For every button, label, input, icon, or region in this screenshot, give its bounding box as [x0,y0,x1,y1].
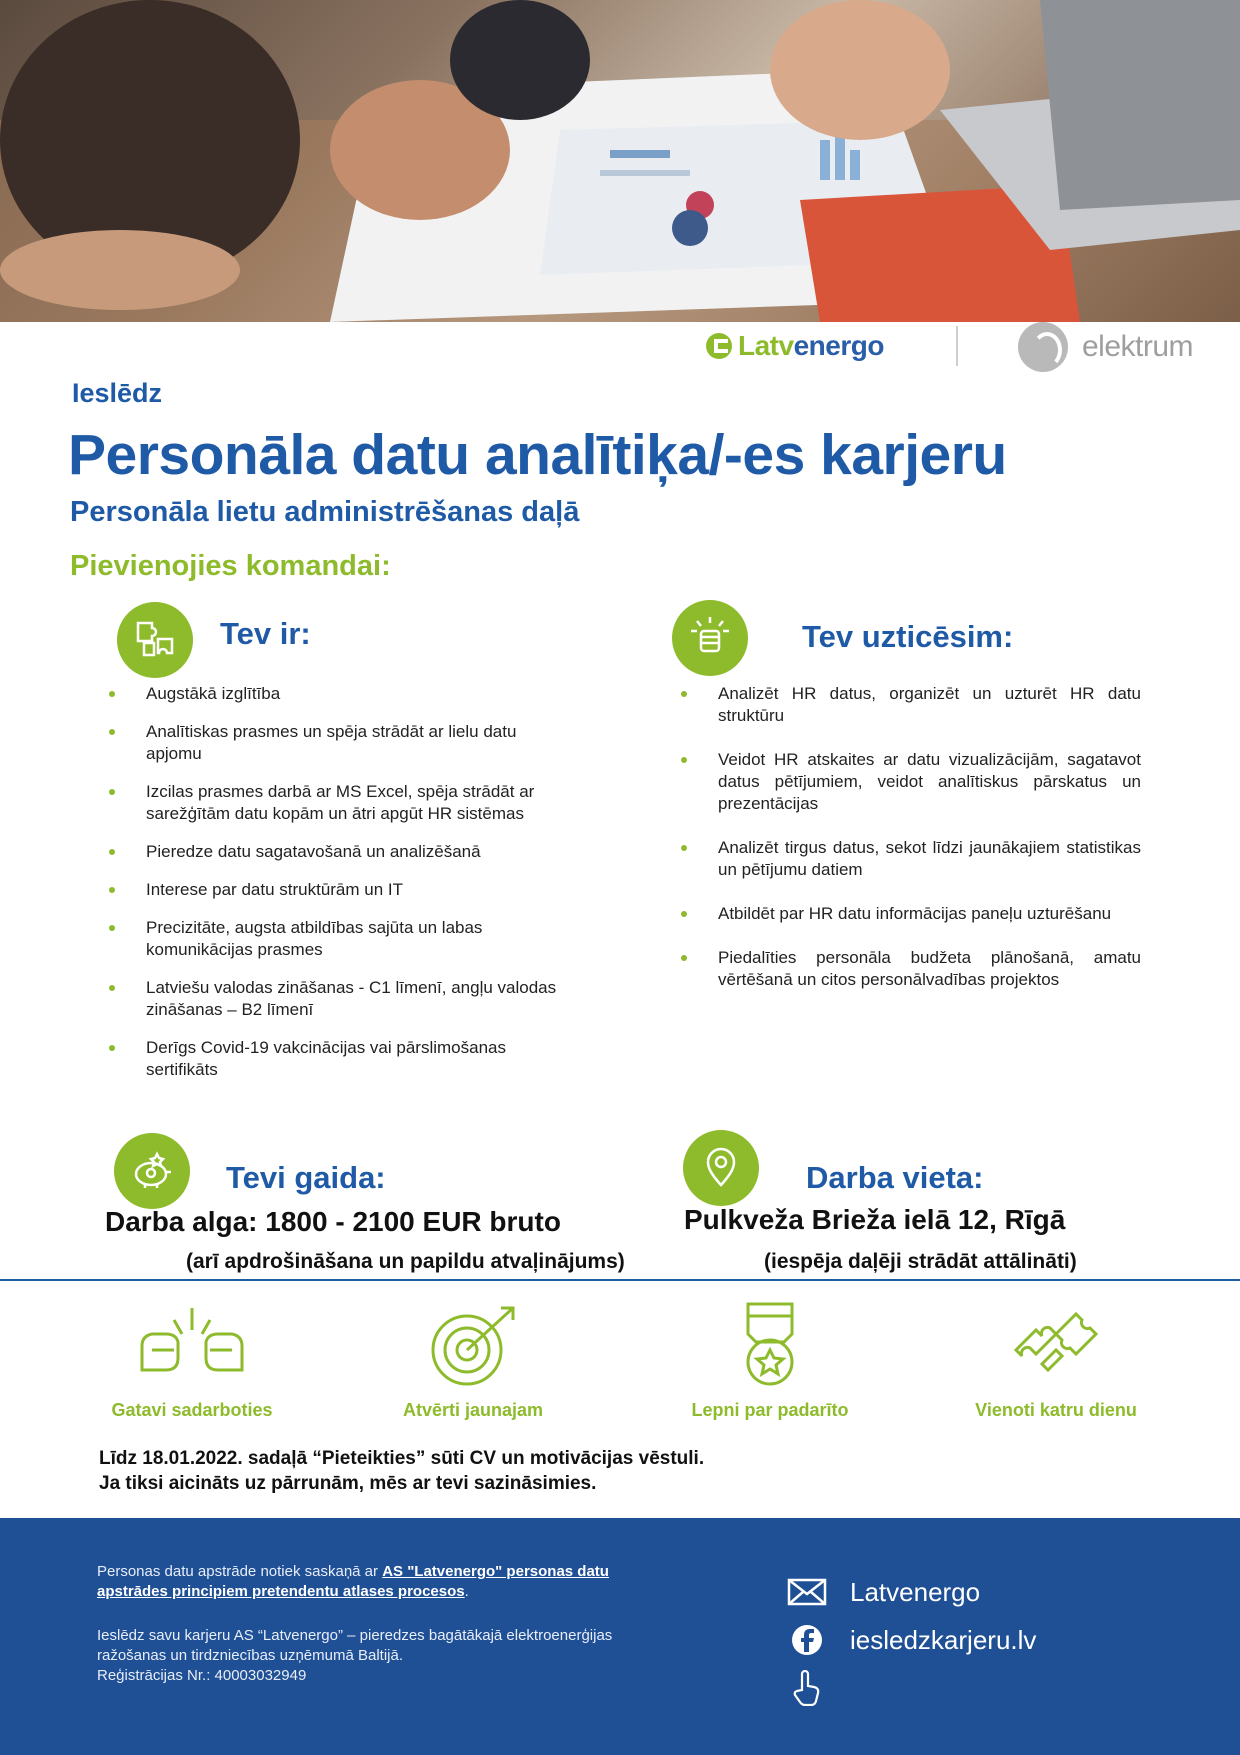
tev-ir-title: Tev ir: [220,616,311,651]
list-item: Piedalīties personāla budžeta plānošanā, amatu vērtēšanā un citos personālvadības projektos [678,947,1141,991]
latvenergo-logo-text-b: energo [793,330,884,361]
list-item: Interese par datu struktūrām un IT [106,879,576,901]
darba-vieta-title: Darba vieta: [806,1160,984,1195]
list-item: Pieredze datu sagatavošanā un analizēšanā [106,841,576,863]
list-item: Analizēt HR datus, organizēt un uzturēt HR datu struktūru [678,683,1141,727]
company-about: Ieslēdz savu karjeru AS “Latvenergo” – pieredzes bagātākajā elektroenerģijas ražošanas un tirdzniecības uzņēmumā Baltijā. [97,1627,613,1664]
privacy-notice [97,1562,657,1602]
elektrum-logo [1018,322,1193,372]
target-icon [413,1300,533,1390]
value-label: Gatavi sadarboties [111,1400,273,1420]
value-label: Vienoti katru dienu [975,1400,1137,1420]
value-lepni-par-padarito [640,1300,900,1421]
header-photo-illustration [0,0,1240,322]
list-item: Analizēt tirgus datus, sekot līdzi jaunākajiem statistikas un pētījumu datiem [678,837,1141,881]
puzzle-icon [996,1300,1116,1390]
privacy-prefix: Personas datu apstrāde notiek saskaņā ar [97,1563,383,1580]
latvenergo-logo-text-a: Latv [738,330,794,361]
email-contact-label: Latvenergo [850,1576,981,1607]
brand-logos [0,322,1240,382]
pointing-hand-icon [786,1670,828,1706]
value-gatavi-sadarboties [62,1300,322,1421]
apply-instructions [99,1446,704,1496]
footer-text [97,1562,657,1686]
elektrum-logo-mark [1018,322,1068,372]
value-label: Atvērti jaunajam [402,1400,544,1420]
click-row [786,1664,1036,1712]
join-team-heading: Pievienojies komandai: [70,550,391,582]
responsibilities-list [678,683,1141,1013]
location-pin-icon [683,1130,759,1206]
facebook-contact[interactable] [786,1616,1036,1664]
list-item: Atbildēt par HR datu informācijas paneļu uzturēšanu [678,903,1141,925]
raised-fist-icon [672,600,748,676]
registration-number: Reģistrācijas Nr.: 40003032949 [97,1667,307,1684]
envelope-icon [786,1578,828,1606]
requirements-list [106,683,576,1097]
work-address: Pulkveža Brieža ielā 12, Rīgā [684,1204,1066,1235]
list-item: Latviešu valodas zināšanas - C1 līmenī, angļu valodas zināšanas – B2 līmenī [106,977,576,1021]
latvenergo-logo [706,330,884,362]
list-item: Izcilas prasmes darbā ar MS Excel, spēja strādāt ar sarežģītām datu kopām un ātri apgūt HR sistēmas [106,781,576,825]
job-title: Personāla datu analītiķa/-es karjeru [68,423,1007,487]
value-atverti-jaunajam [343,1300,603,1421]
list-item: Precizitāte, augsta atbildības sajūta un labas komunikācijas prasmes [106,917,576,961]
value-label: Lepni par padarīto [691,1400,849,1420]
email-contact[interactable] [786,1568,1036,1616]
privacy-policy-link[interactable]: AS "Latvenergo" personas datu apstrādes principiem pretendentu atlases procesos [97,1563,609,1600]
medal-icon [710,1300,830,1390]
list-item: Augstākā izglītība [106,683,576,705]
apply-line-1: Līdz 18.01.2022. sadaļā “Pieteikties” sūti CV un motivācijas vēstuli. [99,1448,705,1469]
value-vienoti-katru-dienu [926,1300,1186,1421]
header-small: Ieslēdz [72,378,163,408]
tevi-gaida-title: Tevi gaida: [226,1160,386,1195]
salary: Darba alga: 1800 - 2100 EUR bruto [105,1206,561,1237]
privacy-suffix: . [464,1583,469,1600]
job-department: Personāla lietu administrēšanas daļā [70,496,580,528]
salary-note: (arī apdrošināšana un papildu atvaļinājums) [186,1250,625,1273]
piggy-bank-icon [114,1133,190,1209]
apply-line-2: Ja tiksi aicināts uz pārrunām, mēs ar tevi sazināsimies. [99,1473,597,1494]
tev-uzticesim-title: Tev uzticēsim: [802,619,1014,654]
elektrum-logo-text: elektrum [1082,330,1194,363]
website-link[interactable]: iesledzkarjeru.lv [850,1624,1037,1655]
header-photo [0,0,1240,322]
work-address-note: (iespēja daļēji strādāt attālināti) [764,1250,1077,1273]
facebook-icon [786,1624,828,1656]
list-item: Analītiskas prasmes un spēja strādāt ar lielu datu apjomu [106,721,576,765]
footer-contacts [786,1568,1036,1712]
list-item: Derīgs Covid-19 vakcinācijas vai pārslimošanas sertifikāts [106,1037,576,1081]
fist-bump-icon [132,1300,252,1390]
puzzle-pieces-icon [117,602,193,678]
logo-separator [956,326,958,366]
latvenergo-logo-mark [706,333,732,359]
section-divider [0,1279,1240,1281]
list-item: Veidot HR atskaites ar datu vizualizācijām, sagatavot datus pētījumiem, veidot analītiskus pārskatus un prezentācijas [678,749,1141,815]
footer [0,1518,1240,1755]
